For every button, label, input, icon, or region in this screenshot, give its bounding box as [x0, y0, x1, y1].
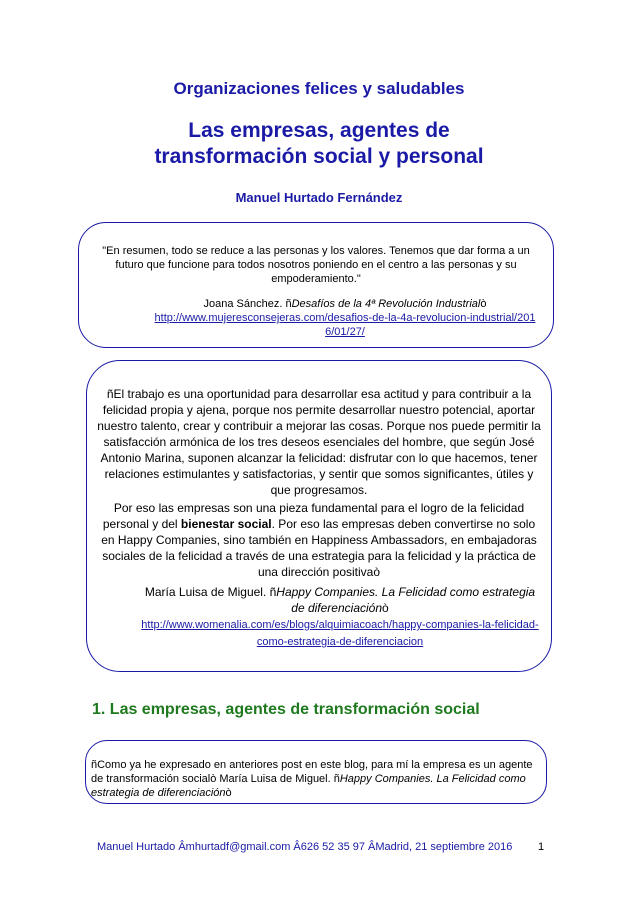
quote-3-text: [91, 758, 543, 800]
document-author: Manuel Hurtado Fernández: [235, 190, 403, 205]
quote-2-para2-before: Por eso las empresas son una pieza fundamental para el logro de la felicidad personal y del: [102, 501, 525, 531]
quote-1-cite-work: Desafíos de la 4ª Revolución Industrial: [291, 298, 481, 310]
quote-2-cite-work: Happy Companies. La Felicidad como estrategia de diferenciación: [276, 585, 536, 615]
document-subtitle: Organizaciones felices y saludables: [173, 79, 465, 98]
quote-2-paragraph-1: ñEl trabajo es una oportunidad para desarrollar esa actitud y para contribuir a la felicidad propia y ajena, porque nos permite desarrollar nuestro potencial, aportar nuestro talento, crear y contribuir a mejorar las cosas. Porque nos puede permitir la satisfacción armónica de los tres deseos esenciales del hombre, que según José Antonio Marina, suponen alcanzar la felicidad: disfrutar con lo que hacemos, tener relaciones estimulantes y satisfactorias, y sentir que somos significantes, útiles y que progresamos.: [97, 387, 541, 497]
quote-2-paragraph-2: [96, 500, 542, 580]
title-line-1: Las empresas, agentes de: [188, 119, 450, 142]
page-number: 1: [538, 841, 545, 853]
quote-1-link[interactable]: http://www.mujeresconsejeras.com/desafios-de-la-4a-revolucion-industrial/2016/01/27/: [154, 312, 536, 338]
page-footer: Manuel Hurtado Âmhurtadf@gmail.com Â626 52 35 97 ÂMadrid, 21 septiembre 2016: [97, 841, 513, 853]
quote-2-citation: [140, 584, 540, 650]
quote-1-text: "En resumen, todo se reduce a las personas y los valores. Tenemos que dar forma a un futuro que funcione para todos nosotros poniendo en el centro a las personas y su empoderamiento.": [102, 245, 530, 285]
quote-1-citation: [150, 297, 540, 339]
quote-3-cite-work: Happy Companies. La Felicidad como estrategia de diferenciación: [91, 773, 526, 799]
quote-3-body: ñComo ya he expresado en anteriores post en este blog, para mí la empresa es un agente de transformación socialò María Luisa de Miguel. ñ: [91, 759, 533, 785]
quote-2-link[interactable]: http://www.womenalia.com/es/blogs/alquimiacoach/happy-companies-la-felicidad-como-estrategia-de-diferenciacion: [141, 619, 539, 648]
quote-1-cite-author: Joana Sánchez. ñ: [203, 298, 292, 310]
quote-1-cite-close: ò: [480, 298, 487, 310]
section-1-heading: 1. Las empresas, agentes de transformación social: [92, 701, 480, 718]
quote-3-cite-close: ò: [225, 787, 232, 799]
quote-2-para2-after: . Por eso las empresas deben convertirse no solo en Happy Companies, sino también en Happiness Ambassadors, en embajadoras sociales de la felicidad a través de una estrategia para la felicidad y la práctica de una dirección positivaò: [101, 517, 537, 579]
title-line-2: transformación social y personal: [154, 145, 484, 168]
quote-2-cite-close: ò: [382, 601, 389, 615]
quote-2-para2-bold: bienestar social: [180, 517, 272, 531]
quote-2-cite-author: María Luisa de Miguel. ñ: [144, 585, 277, 599]
document-title: [100, 118, 538, 170]
